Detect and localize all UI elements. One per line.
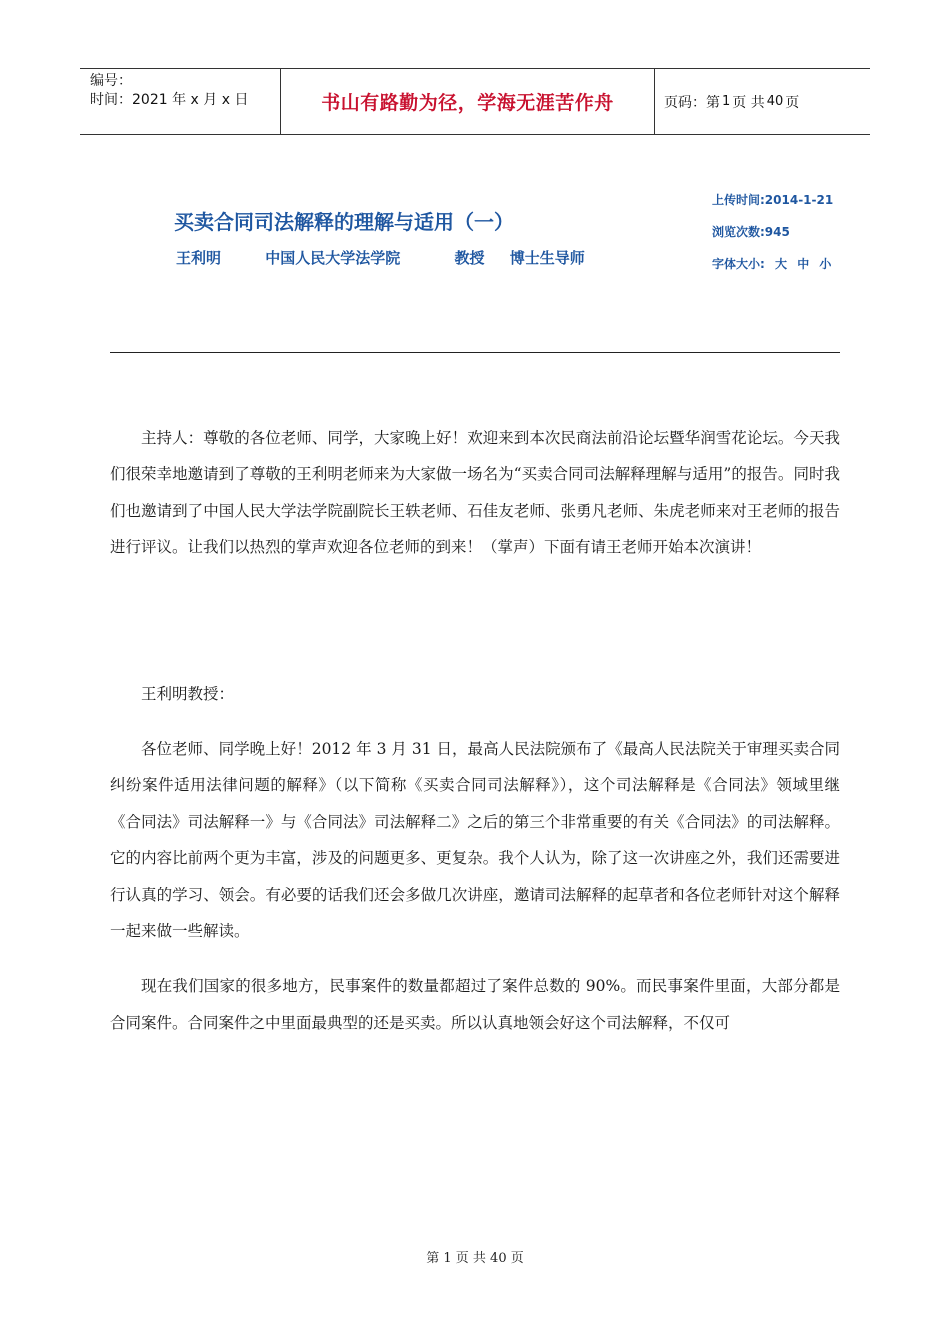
author-name: 王利明 — [176, 249, 222, 267]
article-title: 买卖合同司法解释的理解与适用（一） — [174, 210, 514, 234]
font-size-label: 字体大小: — [712, 257, 765, 271]
page-label-mid: 页 共 — [732, 94, 765, 111]
page-total: 40 — [766, 94, 784, 109]
view-count: 浏览次数:945 — [712, 225, 790, 239]
document-header — [80, 68, 870, 135]
page-footer: 第 1 页 共 40 页 — [426, 1251, 524, 1266]
body-paragraph-opening: 各位老师、同学晚上好！2012 年 3 月 31 日，最高人民法院颁布了《最高人民法院关于审理买卖合同纠纷案件适用法律问题的解释》（以下简称《买卖合同司法解释》），这个司法解释是《合同法》领域里继《合同法》司法解释一》与《合同法》司法解释二》之后的第三个非常重要的有关《合同法》的司法解释。它的内容比前两个更为丰富，涉及的问题更多、更复杂。我个人认为，除了这一次讲座之外，我们还需要进行认真的学习、领会。有必要的话我们还会多做几次讲座，邀请司法解释的起草者和各位老师针对这个解释一起来做一些解读。 — [110, 740, 840, 941]
header-motto: 书山有路勤为径，学海无涯苦作舟 — [281, 69, 655, 134]
font-size-control — [712, 255, 831, 272]
author-line — [176, 247, 585, 268]
author-institution: 中国人民大学法学院 — [265, 249, 401, 267]
page-label-suffix: 页 — [785, 94, 800, 111]
body-paragraph-host-intro: 主持人：尊敬的各位老师、同学，大家晚上好！欢迎来到本次民商法前沿论坛暨华润雪花论坛。今天我们很荣幸地邀请到了尊敬的王利明老师来为大家做一场名为“买卖合同司法解释理解与适用”的报告。同时我们也邀请到了中国人民大学法学院副院长王轶老师、石佳友老师、张勇凡老师、朱虎老师来对王老师的报告进行评议。让我们以热烈的掌声欢迎各位老师的到来！（掌声）下面有请王老师开始本次演讲！ — [110, 429, 840, 557]
title-divider — [110, 352, 840, 353]
page-label-prefix: 页码：第 — [664, 94, 720, 111]
font-size-medium-link[interactable]: 中 — [797, 257, 810, 271]
font-size-large-link[interactable]: 大 — [775, 257, 788, 271]
doc-number-label: 编号： — [90, 73, 132, 89]
author-title: 教授 — [454, 249, 485, 267]
header-page-indicator — [655, 69, 870, 134]
page-current: 1 — [722, 94, 731, 109]
doc-time-label: 时间：2021 年 x 月 x 日 — [90, 92, 249, 108]
font-size-small-link[interactable]: 小 — [819, 257, 832, 271]
article-body — [110, 420, 840, 1041]
author-role: 博士生导师 — [509, 249, 585, 267]
body-paragraph-speaker: 王利明教授： — [141, 684, 235, 703]
upload-time: 上传时间:2014-1-21 — [712, 193, 834, 207]
body-paragraph-context: 现在我们国家的很多地方，民事案件的数量都超过了案件总数的 90%。而民事案件里面，大部分都是合同案件。合同案件之中里面最典型的还是买卖。所以认真地领会好这个司法解释，不仅可 — [110, 977, 840, 1032]
header-info-cell — [80, 69, 281, 134]
